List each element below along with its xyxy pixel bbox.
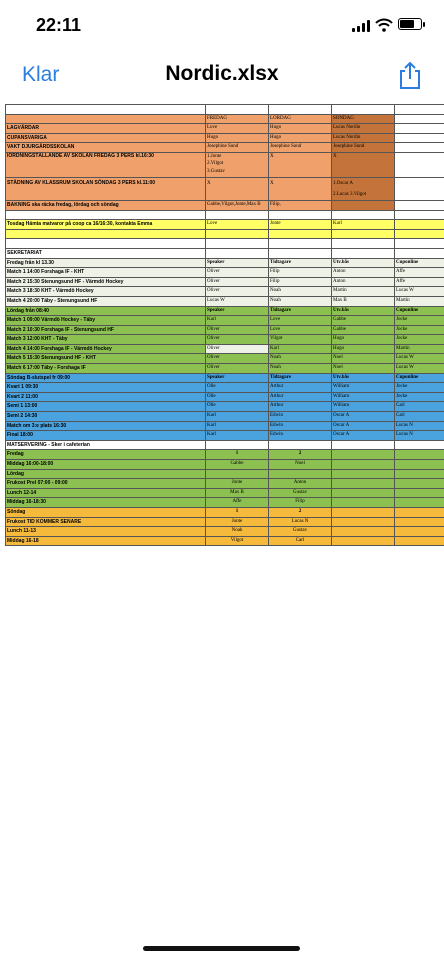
sheet-cell[interactable]: Affe (395, 268, 444, 278)
sheet-cell[interactable] (269, 229, 332, 239)
sheet-cell[interactable]: Jocke (395, 316, 444, 326)
sheet-cell[interactable]: STÄDNING AV KLASSRUM SKOLAN SÖNDAG 3 PERS kl.11:00 (6, 177, 206, 200)
sheet-cell[interactable]: Josephine Sund (332, 143, 395, 153)
sheet-cell[interactable]: IORDNINGSTÄLLANDE AV SKOLAN FREDAG 3 PERS kl.16:30 (6, 152, 206, 177)
sheet-cell[interactable]: Jocke (395, 325, 444, 335)
sheet-row (6, 431, 444, 441)
sheet-cell[interactable] (332, 517, 395, 527)
sheet-cell[interactable]: Lucas N (395, 421, 444, 431)
sheet-cell[interactable] (332, 527, 395, 537)
sheet-cell[interactable]: Edwin (269, 412, 332, 422)
sheet-cell[interactable]: Tosdag Hämta matvaror på coop ca 16/16:30, kontakta Emma (6, 220, 206, 230)
sheet-cell[interactable]: Final 18:00 (6, 431, 206, 441)
sheet-row (6, 536, 444, 546)
sheet-cell[interactable] (332, 479, 395, 489)
sheet-cell[interactable]: Hugo (269, 133, 332, 143)
sheet-row (6, 354, 444, 364)
sheet-cell[interactable]: Karl (332, 220, 395, 230)
sheet-cell[interactable]: Olle (206, 392, 269, 402)
sheet-cell[interactable]: Gabbe (206, 460, 269, 470)
sheet-cell[interactable]: Martin (395, 344, 444, 354)
sheet-cell[interactable]: Fredag från kl 13.30 (6, 258, 206, 268)
sheet-cell[interactable]: Gustav (269, 488, 332, 498)
sheet-row (6, 469, 444, 479)
sheet-cell[interactable] (269, 210, 332, 220)
sheet-cell[interactable] (332, 507, 395, 517)
sheet-cell[interactable] (395, 479, 444, 489)
sheet-cell[interactable] (395, 220, 444, 230)
sheet-cell[interactable]: Match 3 12:00 KHT - Täby (6, 335, 206, 345)
sheet-cell[interactable]: Anton (332, 268, 395, 278)
sheet-cell[interactable]: Middag 16:00-18:00 (6, 460, 206, 470)
sheet-cell[interactable]: Middag 16-18:30 (6, 498, 206, 508)
sheet-cell[interactable]: Semi 1 13:00 (6, 402, 206, 412)
sheet-cell[interactable] (332, 498, 395, 508)
sheet-row (6, 335, 444, 345)
sheet-cell[interactable] (395, 210, 444, 220)
sheet-row (6, 306, 444, 316)
battery-icon (398, 18, 422, 30)
sheet-cell[interactable] (6, 210, 206, 220)
sheet-cell[interactable]: Carl (395, 412, 444, 422)
sheet-cell[interactable]: Lucas W (395, 354, 444, 364)
status-bar (0, 0, 444, 50)
sheet-cell[interactable]: Gabbe,Vilgot,Jonte,Max B (206, 200, 269, 210)
sheet-cell[interactable]: Hugo (332, 344, 395, 354)
sheet-cell[interactable]: Filip (269, 268, 332, 278)
sheet-cell[interactable] (6, 114, 206, 124)
sheet-cell[interactable]: Tidtagare (269, 258, 332, 268)
sheet-cell[interactable]: MATSERVERING - Sker i cafeterian (6, 440, 206, 450)
sheet-cell[interactable]: Love (206, 220, 269, 230)
sheet-cell[interactable]: Hugo (269, 124, 332, 134)
sheet-cell[interactable]: Noah (269, 296, 332, 306)
sheet-cell[interactable] (395, 152, 444, 177)
sheet-cell[interactable]: Speaker (206, 306, 269, 316)
sheet-row (6, 229, 444, 239)
sheet-cell[interactable]: 1.Jonte 2.Vilgot 3.Gustav (206, 152, 269, 177)
sheet-cell[interactable]: Jocke (395, 392, 444, 402)
sheet-cell[interactable] (395, 450, 444, 460)
sheet-cell[interactable] (332, 469, 395, 479)
sheet-cell[interactable]: William (332, 402, 395, 412)
sheet-cell[interactable]: Karl (206, 412, 269, 422)
sheet-cell[interactable]: Oliver (206, 268, 269, 278)
sheet-cell[interactable]: Anton (269, 479, 332, 489)
sheet-cell[interactable]: Match om 3:e plats 16:30 (6, 421, 206, 431)
sheet-cell[interactable]: Match 3 18:30 KHT - Värmdö Hockey (6, 287, 206, 297)
sheet-cell[interactable]: 2 (269, 507, 332, 517)
sheet-cell[interactable]: Oliver (206, 344, 269, 354)
sheet-row (6, 344, 444, 354)
sheet-cell[interactable]: Filip, (269, 200, 332, 210)
sheet-cell[interactable]: Match 2 10:30 Forshaga IF - Stenungsund HF (6, 325, 206, 335)
sheet-cell[interactable]: 2 (269, 450, 332, 460)
sheet-cell[interactable]: Lucas Nordin (332, 133, 395, 143)
sheet-cell[interactable]: Match 6 17:00 Täby - Forshaga IF (6, 364, 206, 374)
status-time: 22:11 (36, 15, 82, 35)
sheet-cell[interactable] (395, 143, 444, 153)
sheet-cell[interactable] (395, 460, 444, 470)
sheet-row (6, 488, 444, 498)
sheet-cell[interactable]: Lucas N (269, 517, 332, 527)
sheet-cell[interactable] (269, 469, 332, 479)
sheet-cell[interactable] (206, 105, 269, 115)
sheet-cell[interactable]: Lördag (6, 469, 206, 479)
sheet-row (6, 105, 444, 115)
sheet-cell[interactable]: Hugo (206, 133, 269, 143)
sheet-cell[interactable]: Jonte (269, 220, 332, 230)
sheet-row (6, 177, 444, 200)
sheet-cell[interactable]: Affe (206, 498, 269, 508)
sheet-row (6, 133, 444, 143)
sheet-cell[interactable] (395, 200, 444, 210)
sheet-cell[interactable]: William (332, 392, 395, 402)
sheet-cell[interactable]: X (332, 152, 395, 177)
sheet-cell[interactable] (395, 133, 444, 143)
sheet-cell[interactable] (332, 105, 395, 115)
sheet-cell[interactable]: Tidtagare (269, 373, 332, 383)
sheet-row (6, 316, 444, 326)
sheet-cell[interactable]: Utv.bås (332, 306, 395, 316)
wifi-icon (375, 18, 393, 32)
sheet-cell[interactable] (206, 229, 269, 239)
sheet-cell[interactable]: X (206, 177, 269, 200)
sheet-cell[interactable]: Semi 2 14:30 (6, 412, 206, 422)
sheet-cell[interactable] (6, 229, 206, 239)
sheet-cell[interactable]: CUPANSVARIGA (6, 133, 206, 143)
sheet-cell[interactable]: Love (206, 124, 269, 134)
sheet-cell[interactable] (395, 498, 444, 508)
sheet-cell[interactable]: X (269, 177, 332, 200)
sheet-cell[interactable] (332, 536, 395, 546)
sheet-cell[interactable]: Max B (206, 488, 269, 498)
sheet-cell[interactable]: Noah (269, 354, 332, 364)
sheet-cell[interactable]: Noel (332, 354, 395, 364)
sheet-row (6, 392, 444, 402)
sheet-cell[interactable]: Vilgot (206, 536, 269, 546)
sheet-cell[interactable]: Lucas N (395, 431, 444, 441)
sheet-cell[interactable]: 1 (206, 507, 269, 517)
sheet-cell[interactable]: Kvart 1 09:30 (6, 383, 206, 393)
sheet-cell[interactable]: Martin (395, 296, 444, 306)
sheet-cell[interactable]: Arthur (269, 392, 332, 402)
sheet-cell[interactable]: Oscar A (332, 421, 395, 431)
sheet-cell[interactable]: Cuponline (395, 306, 444, 316)
sheet-cell[interactable] (395, 229, 444, 239)
sheet-cell[interactable]: Edwin (269, 431, 332, 441)
sheet-cell[interactable]: Lucas Nordin (332, 124, 395, 134)
sheet-cell[interactable]: Oliver (206, 364, 269, 374)
sheet-row (6, 210, 444, 220)
sheet-cell[interactable] (6, 239, 206, 249)
sheet-row (6, 258, 444, 268)
sheet-cell[interactable]: Filip (269, 277, 332, 287)
sheet-cell[interactable]: Lucas W (206, 296, 269, 306)
sheet-cell[interactable]: Lördag från 08:40 (6, 306, 206, 316)
spreadsheet (5, 104, 442, 546)
sheet-cell[interactable] (269, 105, 332, 115)
sheet-cell[interactable]: Karl (206, 421, 269, 431)
sheet-cell[interactable]: Karl (269, 344, 332, 354)
sheet-cell[interactable]: Carl (269, 536, 332, 546)
sheet-cell[interactable]: Gabbe (332, 316, 395, 326)
sheet-row (6, 296, 444, 306)
sheet-cell[interactable]: Oliver (206, 354, 269, 364)
sheet-cell[interactable] (206, 239, 269, 249)
sheet-cell[interactable]: Filip (269, 498, 332, 508)
sheet-cell[interactable]: Olle (206, 383, 269, 393)
sheet-cell[interactable] (269, 440, 332, 450)
sheet-cell[interactable]: Kvart 2 11:00 (6, 392, 206, 402)
sheet-cell[interactable]: FREDAG (206, 114, 269, 124)
sheet-cell[interactable]: Karl (206, 316, 269, 326)
sheet-cell[interactable]: Utv.bås (332, 373, 395, 383)
sheet-cell[interactable]: Jonte (206, 517, 269, 527)
sheet-row (6, 450, 444, 460)
sheet-cell[interactable]: Martin (332, 287, 395, 297)
sheet-cell[interactable]: Jocke (395, 383, 444, 393)
sheet-row (6, 402, 444, 412)
sheet-row (6, 479, 444, 489)
sheet-cell[interactable]: Lucas W (395, 287, 444, 297)
sheet-cell[interactable] (395, 105, 444, 115)
sheet-row (6, 220, 444, 230)
sheet-cell[interactable]: Match 2 15:30 Stenungsund HF - Värmdö Hockey (6, 277, 206, 287)
sheet-cell[interactable]: Arthur (269, 383, 332, 393)
sheet-cell[interactable]: 1 (206, 450, 269, 460)
sheet-cell[interactable] (332, 450, 395, 460)
sheet-cell[interactable]: William (332, 383, 395, 393)
sheet-row (6, 383, 444, 393)
sheet-cell[interactable]: Lucas W (395, 364, 444, 374)
sheet-cell[interactable]: Match 1 14:00 Forshaga IF - KHT (6, 268, 206, 278)
sheet-cell[interactable] (395, 507, 444, 517)
sheet-cell[interactable]: Jonte (206, 479, 269, 489)
sheet-row (6, 239, 444, 249)
sheet-row (6, 373, 444, 383)
sheet-cell[interactable]: Oliver (206, 277, 269, 287)
sheet-cell[interactable]: Söndag (6, 507, 206, 517)
sheet-cell[interactable] (332, 460, 395, 470)
sheet-cell[interactable]: Noah (269, 287, 332, 297)
sheet-cell[interactable]: Jocke (395, 335, 444, 345)
sheet-cell[interactable]: Noel (269, 460, 332, 470)
sheet-cell[interactable]: Noah (206, 527, 269, 537)
sheet-cell[interactable] (332, 200, 395, 210)
sheet-cell[interactable]: Match 4 14:00 Forshaga IF - Värmdö Hockey (6, 344, 206, 354)
navigation-bar (0, 52, 444, 98)
sheet-row (6, 248, 444, 258)
sheet-row (6, 421, 444, 431)
sheet-cell[interactable]: Cuponline (395, 373, 444, 383)
sheet-cell[interactable]: BAKNING ska räcka fredag, lördag och söndag (6, 200, 206, 210)
sheet-row (6, 507, 444, 517)
sheet-cell[interactable]: Oscar A (332, 412, 395, 422)
sheet-row (6, 440, 444, 450)
sheet-cell[interactable]: Match 5 15:30 Stenungsund HF - KHT (6, 354, 206, 364)
sheet-cell[interactable] (395, 239, 444, 249)
sheet-cell[interactable]: Tidtagare (269, 306, 332, 316)
done-button[interactable]: Klar (22, 63, 60, 86)
sheet-cell[interactable]: Olle (206, 402, 269, 412)
sheet-cell[interactable]: Cuponline (395, 258, 444, 268)
sheet-cell[interactable]: Gustav (269, 527, 332, 537)
sheet-cell[interactable]: Josephine Sund (206, 143, 269, 153)
sheet-cell[interactable]: Utv.bås (332, 258, 395, 268)
sheet-cell[interactable]: Edwin (269, 421, 332, 431)
sheet-row (6, 412, 444, 422)
sheet-cell[interactable] (206, 440, 269, 450)
sheet-cell[interactable]: LÖRDAG (269, 114, 332, 124)
sheet-cell[interactable]: Match 1 09:00 Värmdö Hockey - Täby (6, 316, 206, 326)
sheet-row (6, 517, 444, 527)
sheet-cell[interactable]: Noel (332, 364, 395, 374)
sheet-cell[interactable] (206, 210, 269, 220)
sheet-cell[interactable] (395, 124, 444, 134)
sheet-cell[interactable]: Lunch 12-14 (6, 488, 206, 498)
sheet-cell[interactable] (332, 248, 395, 258)
sheet-cell[interactable] (269, 239, 332, 249)
share-icon[interactable] (396, 60, 424, 90)
sheet-cell[interactable]: X (269, 152, 332, 177)
sheet-cell[interactable] (395, 440, 444, 450)
sheet-cell[interactable]: Oliver (206, 335, 269, 345)
sheet-cell[interactable] (269, 248, 332, 258)
sheet-cell[interactable]: Hugo (332, 335, 395, 345)
sheet-cell[interactable] (332, 210, 395, 220)
sheet-cell[interactable]: Gabbe (332, 325, 395, 335)
sheet-cell[interactable] (395, 248, 444, 258)
sheet-cell[interactable] (395, 536, 444, 546)
sheet-cell[interactable] (395, 469, 444, 479)
sheet-cell[interactable]: Speaker (206, 258, 269, 268)
sheet-cell[interactable]: Arthur (269, 402, 332, 412)
sheet-row (6, 277, 444, 287)
sheet-row (6, 498, 444, 508)
sheet-cell[interactable] (395, 488, 444, 498)
sheet-cell[interactable] (332, 440, 395, 450)
sheet-cell[interactable]: Max B (332, 296, 395, 306)
sheet-cell[interactable]: VAKT DJURGÅRDSSKOLAN (6, 143, 206, 153)
sheet-cell[interactable]: Carl (395, 402, 444, 412)
sheet-cell[interactable]: Speaker (206, 373, 269, 383)
signal-icon (352, 20, 370, 32)
sheet-cell[interactable]: Fredag (6, 450, 206, 460)
sheet-cell[interactable]: Oscar A (332, 431, 395, 441)
sheet-cell[interactable]: Frukost Prel 07:00 - 09:00 (6, 479, 206, 489)
sheet-cell[interactable]: Vilgot (269, 335, 332, 345)
sheet-cell[interactable] (6, 105, 206, 115)
sheet-cell[interactable]: Oliver (206, 287, 269, 297)
sheet-cell[interactable]: Lunch 11-13 (6, 527, 206, 537)
home-indicator[interactable] (143, 946, 300, 951)
sheet-row (6, 527, 444, 537)
sheet-cell[interactable]: Oliver (206, 325, 269, 335)
spreadsheet-table (5, 104, 444, 546)
sheet-row (6, 364, 444, 374)
sheet-cell[interactable] (332, 229, 395, 239)
sheet-cell[interactable]: 1.Oscar A 2.Lucas 3.Vilgot (332, 177, 395, 200)
sheet-row (6, 200, 444, 210)
sheet-cell[interactable]: Noah (269, 364, 332, 374)
sheet-row (6, 287, 444, 297)
sheet-cell[interactable] (206, 248, 269, 258)
sheet-cell[interactable]: LAGVÄRDAR (6, 124, 206, 134)
sheet-cell[interactable] (395, 114, 444, 124)
sheet-cell[interactable]: Söndag B-slutspel fr 09:00 (6, 373, 206, 383)
sheet-cell[interactable]: Love (269, 325, 332, 335)
sheet-row (6, 143, 444, 153)
sheet-row (6, 268, 444, 278)
sheet-cell[interactable] (395, 177, 444, 200)
sheet-row (6, 124, 444, 134)
sheet-cell[interactable]: Love (269, 316, 332, 326)
sheet-cell[interactable]: SEKRETARIAT (6, 248, 206, 258)
sheet-cell[interactable]: SÖNDAG (332, 114, 395, 124)
document-title: Nordic.xlsx (165, 62, 279, 85)
sheet-cell[interactable]: Middag 16-18 (6, 536, 206, 546)
sheet-cell[interactable] (332, 239, 395, 249)
sheet-cell[interactable]: Frukost TID KOMMER SENARE (6, 517, 206, 527)
sheet-cell[interactable] (395, 517, 444, 527)
sheet-cell[interactable]: Anton (332, 277, 395, 287)
sheet-cell[interactable]: Affe (395, 277, 444, 287)
sheet-row (6, 114, 444, 124)
sheet-row (6, 325, 444, 335)
sheet-cell[interactable]: Match 4 20:00 Täby - Stenungsund HF (6, 296, 206, 306)
sheet-cell[interactable] (332, 488, 395, 498)
sheet-cell[interactable] (206, 469, 269, 479)
sheet-cell[interactable]: Josephine Sund (269, 143, 332, 153)
sheet-row (6, 460, 444, 470)
sheet-cell[interactable] (395, 527, 444, 537)
sheet-cell[interactable]: Karl (206, 431, 269, 441)
sheet-row (6, 152, 444, 177)
